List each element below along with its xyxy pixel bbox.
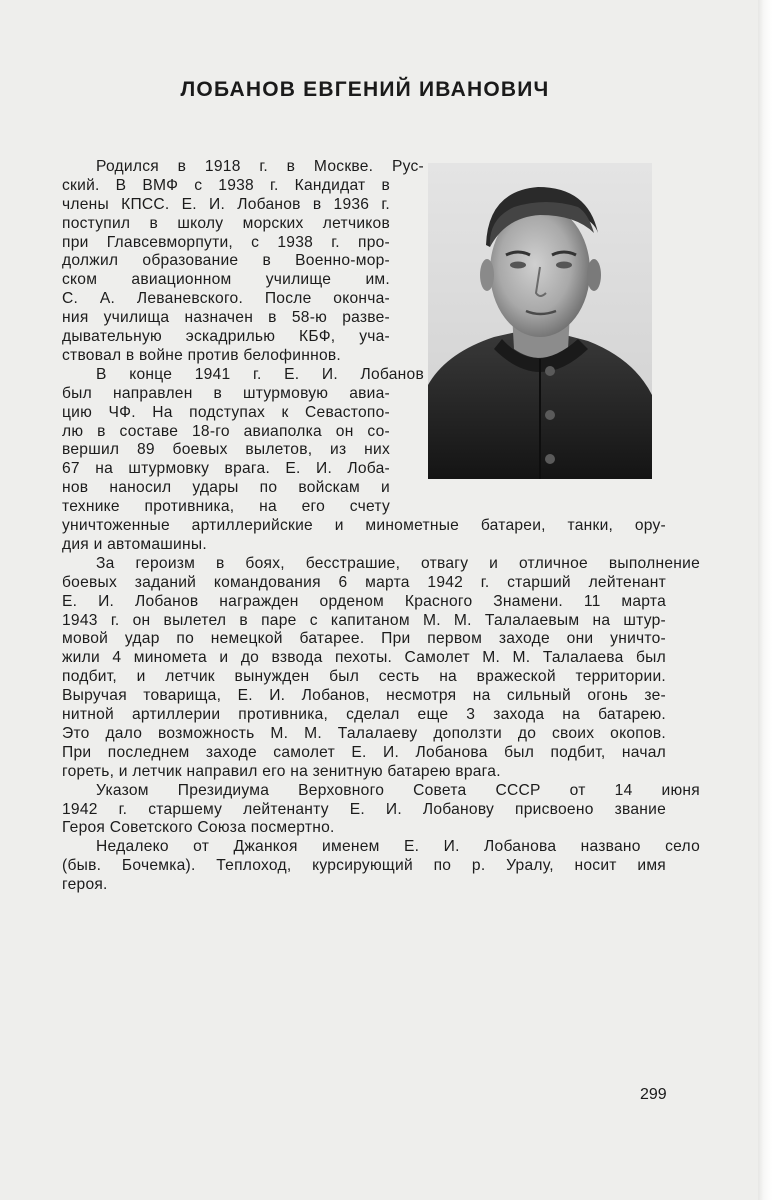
text-line: (быв. Бочемка). Теплоход, курсирующий по р. Уралу, носит имя (62, 857, 666, 875)
text-line: При последнем заходе самолет Е. И. Лобанова был подбит, начал (62, 743, 666, 761)
text-line: члены КПСС. Е. И. Лобанов в 1936 г. (62, 195, 390, 213)
page-number: 299 (640, 1086, 667, 1103)
text-line: гореть, и летчик направил его на зенитную батарею врага. (62, 762, 501, 780)
text-line: ния училища назначен в 58-ю разве- (62, 309, 390, 327)
text-line: цию ЧФ. На подступах к Севастопо- (62, 403, 390, 421)
text-line: поступил в школу морских летчиков (62, 214, 390, 232)
paragraph-service (62, 366, 666, 555)
text-line: Героя Советского Союза посмертно. (62, 819, 335, 837)
text-line: Указом Президиума Верховного Совета СССР от 14 июня (96, 781, 700, 799)
text-line: 1943 г. он вылетел в паре с капитаном М. М. Талалаевым на штур- (62, 611, 666, 629)
text-line: при Главсевморпути, с 1938 г. про- (62, 233, 390, 251)
paragraph-decree (62, 781, 700, 839)
text-line: Это дало возможность М. М. Талалаеву доползти до своих окопов. (62, 724, 666, 742)
text-line: технике противника, на его счету (62, 498, 390, 516)
text-line: С. А. Леваневского. После оконча- (62, 290, 390, 308)
text-line: был направлен в штурмовую авиа- (62, 384, 390, 402)
text-line: ский. В ВМФ с 1938 г. Кандидат в (62, 176, 390, 194)
text-line: лю в составе 18-го авиаполка он со- (62, 422, 390, 440)
text-line: Выручая товарища, Е. И. Лобанов, несмотря на сильный огонь зе- (62, 687, 666, 705)
text-line: мовой удар по немецкой батарее. При первом заходе они уничто- (62, 630, 666, 648)
text-line: героя. (62, 876, 108, 894)
text-line: дия и автомашины. (62, 535, 207, 553)
page-title: ЛОБАНОВ ЕВГЕНИЙ ИВАНОВИЧ (180, 78, 550, 101)
text-line: боевых заданий командования 6 марта 1942 г. старший лейтенант (62, 573, 666, 591)
text-line: жили 4 миномета и до взвода пехоты. Самолет М. М. Талалаева был (62, 649, 666, 667)
text-line: В конце 1941 г. Е. И. Лобанов (96, 365, 424, 383)
text-line: должил образование в Военно-мор- (62, 252, 390, 270)
paragraph-birth (62, 158, 666, 366)
text-line: ском авиационном училище им. (62, 271, 390, 289)
text-line: ствовал в войне против белофиннов. (62, 346, 341, 364)
text-line: вершил 89 боевых вылетов, из них (62, 441, 390, 459)
text-line: нов наносил удары по войскам и (62, 479, 390, 497)
text-line: уничтоженные артиллерийские и минометные батареи, танки, ору- (62, 517, 666, 535)
text-line: Недалеко от Джанкоя именем Е. И. Лобанова названо село (96, 838, 700, 856)
text-line: Е. И. Лобанов награжден орденом Красного Знамени. 11 марта (62, 592, 666, 610)
text-line: 67 на штурмовку врага. Е. И. Лоба- (62, 460, 390, 478)
text-line: Родился в 1918 г. в Москве. Рус- (96, 158, 424, 175)
text-line: 1942 г. старшему лейтенанту Е. И. Лобанову присвоено звание (62, 800, 666, 818)
text-line: За героизм в боях, бесстрашие, отвагу и отличное выполнение (96, 554, 700, 572)
text-line: дывательную эскадрилью КБФ, уча- (62, 328, 390, 346)
paragraph-memory (62, 838, 700, 895)
page-edge (758, 0, 772, 1200)
paragraph-heroism (62, 554, 700, 782)
text-line: нитной артиллерии противника, сделал еще 3 захода на батарею. (62, 706, 666, 724)
text-line: подбит, и летчик вынужден был сесть на вражеской территории. (62, 668, 666, 686)
